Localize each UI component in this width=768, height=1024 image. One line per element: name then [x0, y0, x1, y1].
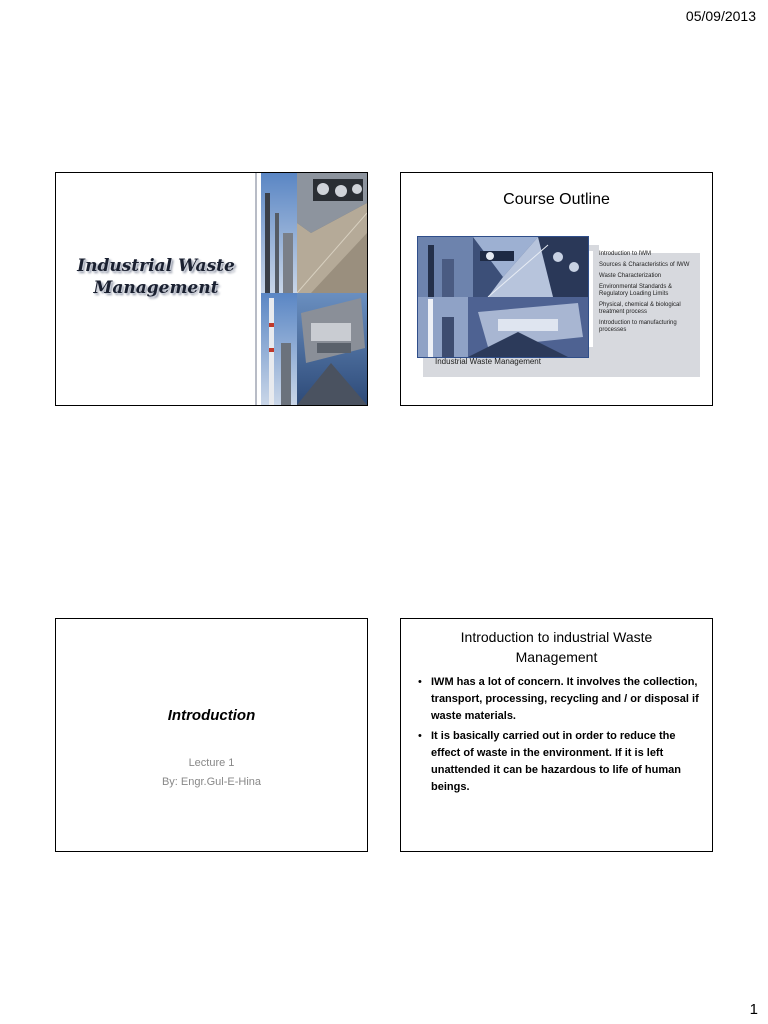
list-item	[418, 674, 703, 725]
course-outline-list	[599, 251, 695, 338]
slide-heading: Course Outline	[503, 191, 610, 208]
slide-intro-iwm	[400, 618, 713, 852]
slide-introduction	[55, 618, 368, 852]
slide-title	[55, 172, 368, 406]
bullet-text: IWM has a lot of concern. It involves the collection, transport, processing, recycling and / or disposal if waste materials.	[431, 676, 699, 722]
thumbnail-caption: Industrial Waste Management	[435, 357, 541, 366]
slide-heading: Introduction	[167, 707, 256, 724]
list-item: Introduction to manufacturing processes	[599, 320, 677, 333]
industrial-photo-collage	[261, 173, 367, 405]
bullet-icon: •	[418, 730, 422, 742]
list-item	[418, 728, 703, 796]
list-item: Introduction to IWM	[599, 251, 652, 257]
bullet-list	[418, 674, 703, 799]
page-date: 05/09/2013	[685, 8, 756, 24]
bullet-text: It is basically carried out in order to reduce the effect of waste in the environment. If it is left unattended it can be hazardous to life of human beings.	[431, 730, 681, 793]
slide-subtitle	[56, 754, 367, 792]
list-item: Sources & Characteristics of IWW	[599, 262, 690, 268]
slide-divider	[255, 173, 257, 405]
list-item: Physical, chemical & biological treatment process	[599, 302, 681, 315]
slide-title-text: Industrial Waste Management	[77, 256, 235, 298]
slide-course-outline	[400, 172, 713, 406]
industrial-thumbnail-image	[417, 236, 589, 358]
bullet-icon: •	[418, 676, 422, 688]
page-number: 1	[749, 1001, 758, 1018]
list-item: Waste Characterization	[599, 273, 662, 279]
slide-heading: Introduction to industrial Waste Management	[460, 629, 653, 665]
list-item: Environmental Standards & Regulatory Loading Limits	[599, 284, 673, 297]
lecture-label: Lecture 1	[188, 757, 235, 769]
author-label: By: Engr.Gul-E-Hina	[161, 776, 262, 788]
